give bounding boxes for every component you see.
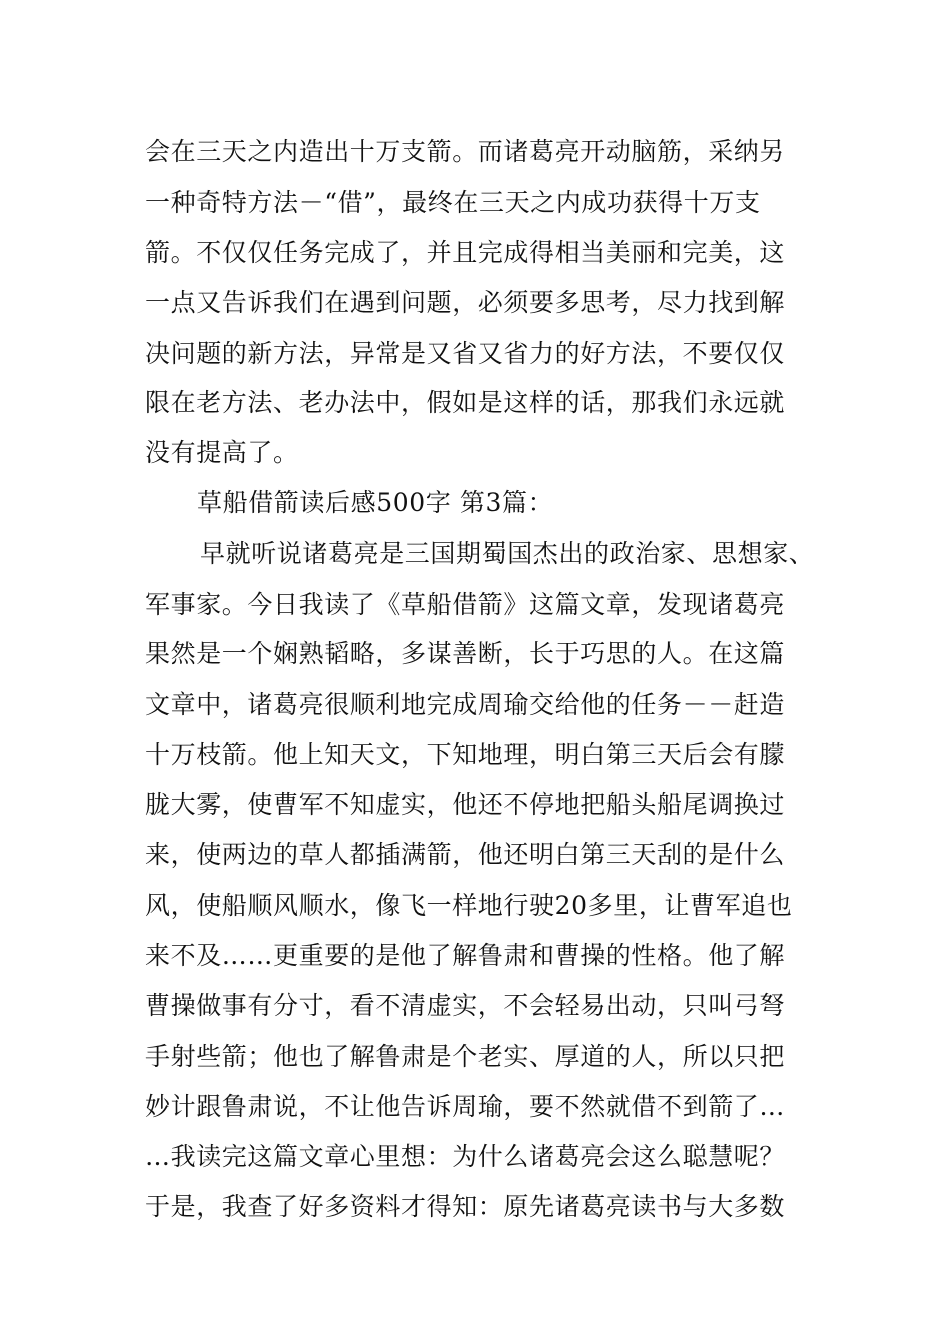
paragraph-line: 风，使船顺风顺水，像飞一样地行驶20多里，让曹军追也 [145,891,793,920]
paragraph-line: 十万枝箭。他上知天文，下知地理，明白第三天后会有朦 [145,740,786,769]
paragraph-line: 一点又告诉我们在遇到问题，必须要多思考，尽力找到解 [145,288,786,317]
paragraph-line: 来不及……更重要的是他了解鲁肃和曹操的性格。他了解 [145,941,786,970]
paragraph-line: 箭。不仅仅任务完成了，并且完成得相当美丽和完美，这 [145,238,786,267]
paragraph-line: 限在老方法、老办法中，假如是这样的话，那我们永远就 [145,388,786,417]
paragraph-line: 胧大雾，使曹军不知虚实，他还不停地把船头船尾调换过 [145,790,786,819]
paragraph-line: 早就听说诸葛亮是三国期蜀国杰出的政治家、思想家、 [200,539,815,568]
paragraph-line: 来，使两边的草人都插满箭，他还明白第三天刮的是什么 [145,840,786,869]
paragraph-line: 会在三天之内造出十万支箭。而诸葛亮开动脑筋，采纳另 [145,137,786,166]
paragraph-line: 于是，我查了好多资料才得知：原先诸葛亮读书与大多数 [145,1192,786,1221]
paragraph-line: 没有提高了。 [145,438,299,467]
paragraph-line: 手射些箭；他也了解鲁肃是个老实、厚道的人，所以只把 [145,1042,786,1071]
paragraph-line: …我读完这篇文章心里想：为什么诸葛亮会这么聪慧呢？ [145,1142,786,1171]
paragraph-line: 军事家。今日我读了《草船借箭》这篇文章，发现诸葛亮 [145,590,786,619]
paragraph-line: 决问题的新方法，异常是又省又省力的好方法，不要仅仅 [145,339,786,368]
paragraph-line: 一种奇特方法－“借”，最终在三天之内成功获得十万支 [145,188,761,217]
paragraph-line: 曹操做事有分寸，看不清虚实，不会轻易出动，只叫弓弩 [145,991,786,1020]
paragraph-line: 妙计跟鲁肃说，不让他告诉周瑜，要不然就借不到箭了… [145,1092,786,1121]
paragraph-line: 果然是一个娴熟韬略，多谋善断，长于巧思的人。在这篇 [145,639,786,668]
paragraph-line: 文章中，诸葛亮很顺利地完成周瑜交给他的任务－－赶造 [145,690,786,719]
section-heading: 草船借箭读后感500字 第3篇： [197,488,554,517]
